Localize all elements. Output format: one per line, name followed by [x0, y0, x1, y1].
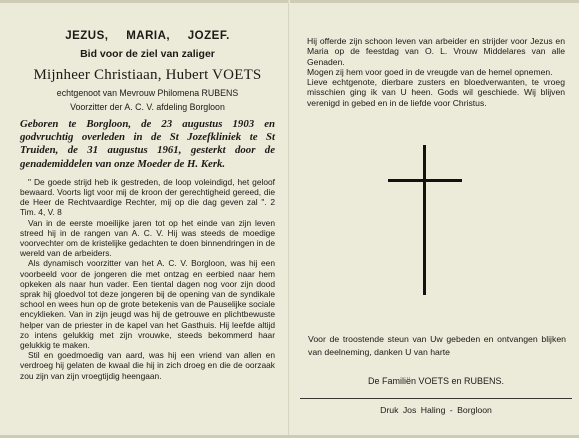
- role-line: Voorzitter der A. C. V. afdeling Borgloon: [70, 102, 225, 112]
- left-body-text: [20, 177, 275, 381]
- paragraph-farewell: Lieve echtgenote, dierbare zusters en bloedverwanten, te vroeg misschien ging ik van U heen. Gods wil geschiede. Wij blijven verenigd in gebed en in de liefde voor Christus.: [307, 77, 565, 108]
- paragraph-character: Stil en goedmoedig van aard, was hij een vriend van allen en verdroeg hij gelaten de kwaal die hij in zich droeg en die de oorzaak zou zijn van zijn vroegtijdig heengaan.: [20, 350, 275, 381]
- prayer-line: Bid voor de ziel van zaliger: [80, 48, 215, 60]
- biography-dates: [20, 118, 275, 171]
- invocation-jezus: JEZUS,: [65, 30, 109, 42]
- thanks-text: Voor de troostende steun van Uw gebeden en ontvangen blijken van deelneming, danken U van harte: [308, 334, 566, 357]
- bio-birth-death: Geboren te Borgloon, de 23 augustus 1903 en godvruchtig overleden in de St Jozefkliniek te St Truiden, de 31 augustus 1961,: [20, 118, 275, 157]
- left-panel: [0, 0, 289, 438]
- printer-credit: Druk Jos Haling - Borgloon: [380, 405, 492, 415]
- paragraph-acv: Van in de eerste moeilijke jaren tot op het einde van zijn leven streed hij in de rangen van A. C. V. Hij was steeds de moedige voorvechter om de kristelijke gedachten te doen binnendringen in de wereld van de arbeiders.: [20, 217, 275, 259]
- scripture-quote: " De goede strijd heb ik gestreden, de loop voleindigd, het geloof bewaard. Voorts ligt voor mij de kroon der gerechtigheid gereed, die de Heer de Rechtvaardige Rechter, mij op die dag geven zal ". 2 Tim. 4, V. 8: [20, 176, 275, 218]
- invocation-maria: MARIA,: [126, 30, 171, 42]
- cross-vertical-beam: [423, 145, 426, 295]
- divider-line: [300, 398, 572, 399]
- invocation: [20, 30, 275, 42]
- paragraph-offering: Hij offerde zijn schoon leven van arbeider en strijder voor Jezus en Maria op de feestdag van O. L. Vrouw Middelares van alle Genaden.: [307, 36, 565, 67]
- deceased-name: Mijnheer Christiaan, Hubert VOETS: [33, 67, 262, 83]
- invocation-jozef: JOZEF.: [187, 30, 230, 42]
- bio-sacraments: gesterkt door de genademiddelen van onze Moeder de H. Kerk.: [20, 144, 275, 170]
- paragraph-heaven: Mogen zij hem voor goed in de vreugde van de hemel opnemen.: [307, 66, 553, 77]
- spouse-line: echtgenoot van Mevrouw Philomena RUBENS: [56, 88, 239, 98]
- cross-horizontal-beam: [388, 179, 462, 182]
- family-signature: De Familiën VOETS en RUBENS.: [367, 376, 505, 386]
- right-body-text: [307, 36, 565, 108]
- paragraph-chairman: Als dynamisch voorzitter van het A. C. V. Borgloon, was hij een voorbeeld voor de jongeren die met ontzag en eerbied naar hem opkeken als naar hun vader. Een tiental dagen nog voor zijn dood sprak hij gloedvol tot deze jongeren bij de opening van de syndikale school en wees hun op de grote betekenis van de Pauselijke sociale encyklieken. Van in zijn jeugd was hij de getrouwe en plichtbewuste helper van de priester in de kapel van het Gasthuis. Hij leefde altijd zo intens gelukkig met zijn vrouwke, steeds bekommerd haar gelukkig te maken.: [20, 258, 275, 351]
- cross-icon: [386, 145, 466, 295]
